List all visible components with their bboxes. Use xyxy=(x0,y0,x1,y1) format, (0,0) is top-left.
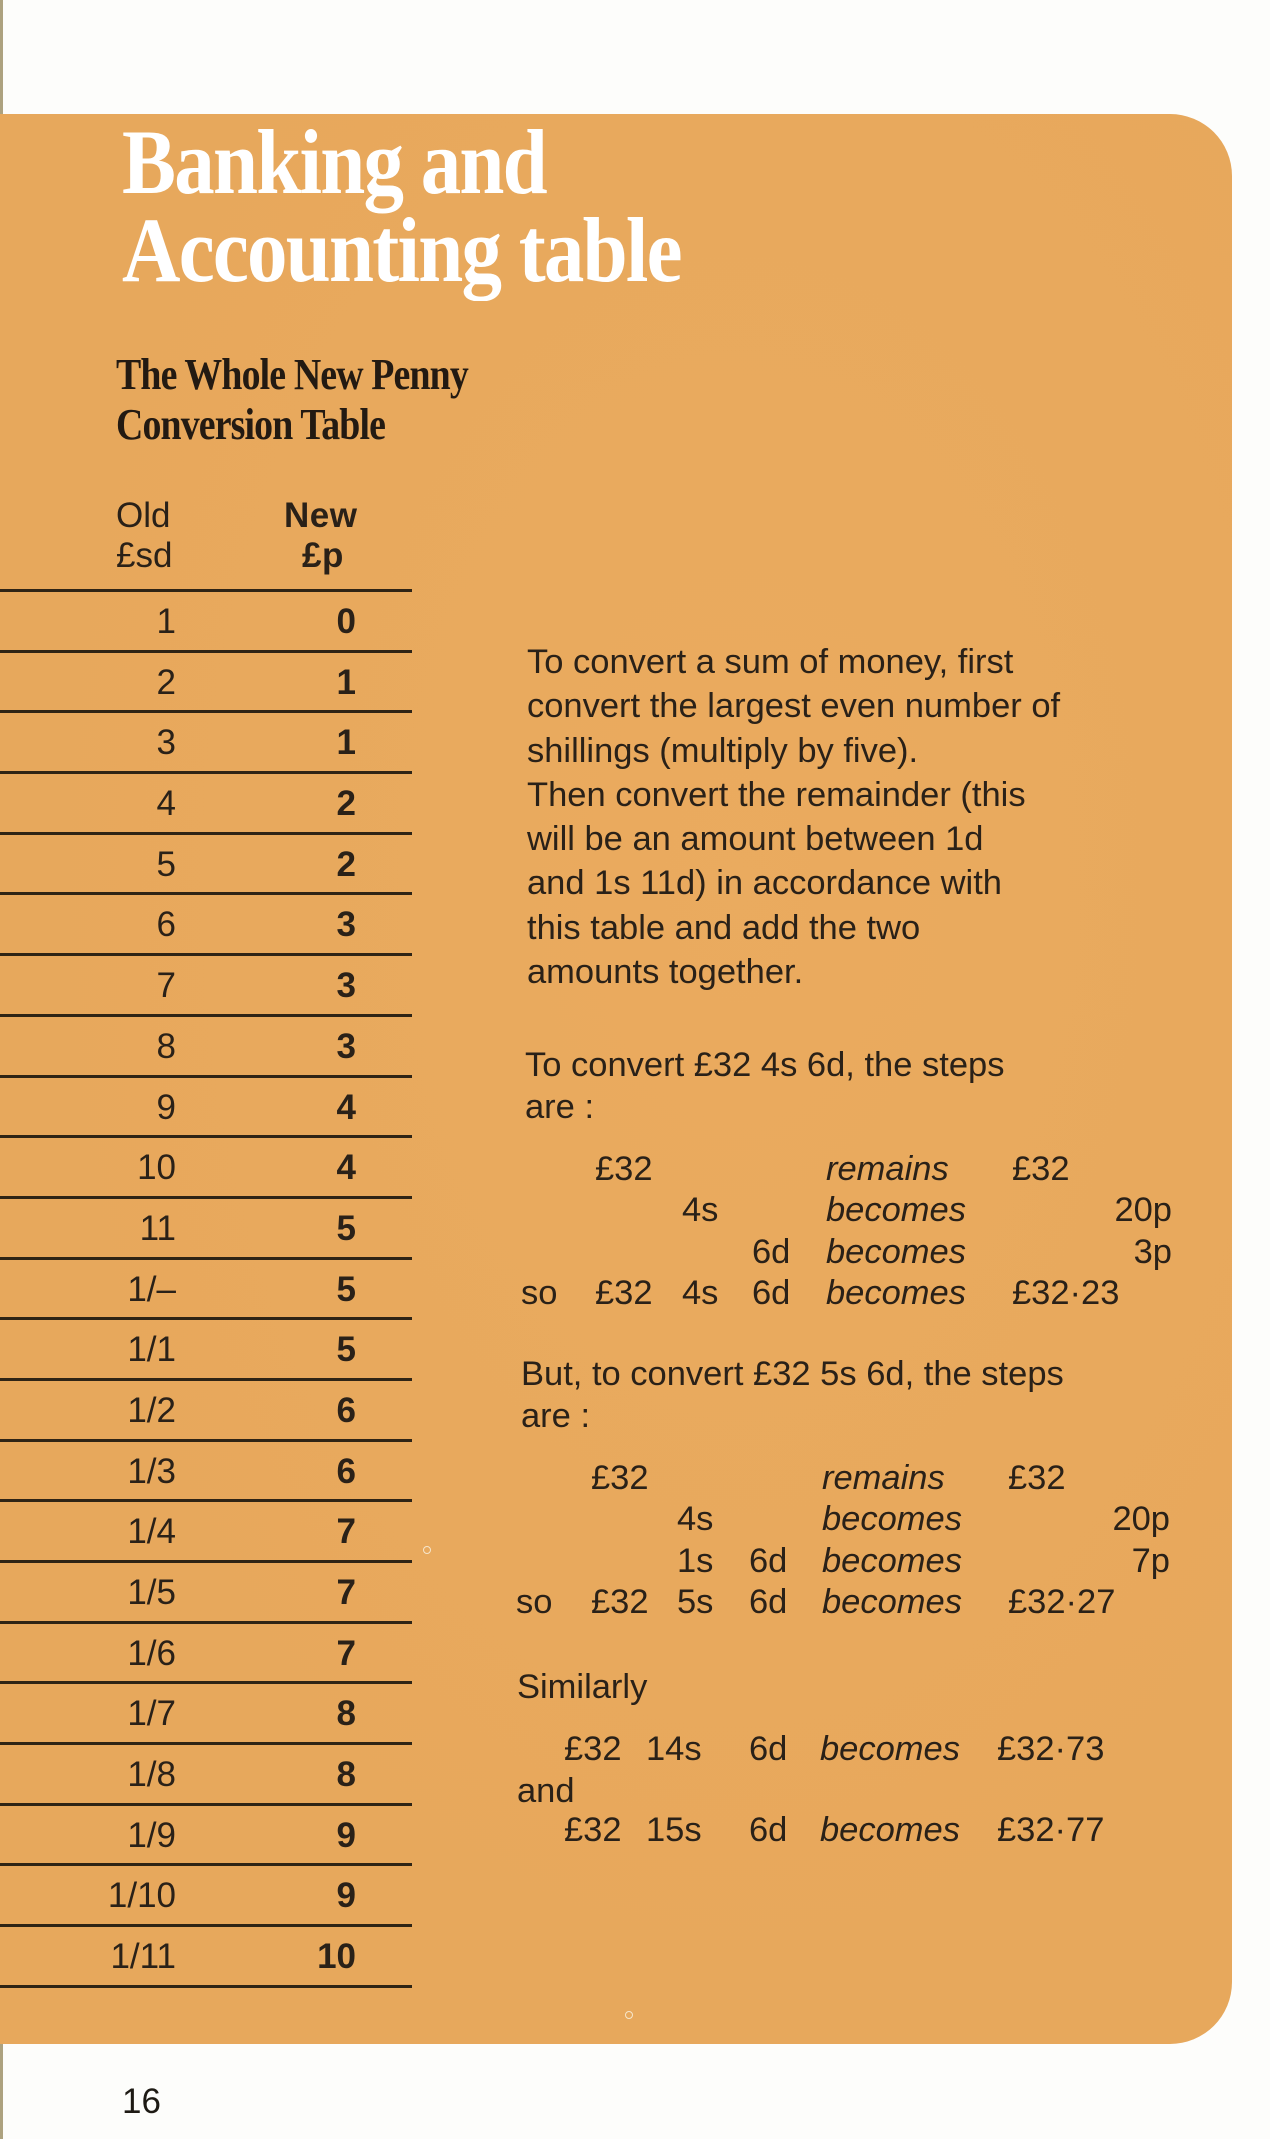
conversion-verb: becomes xyxy=(826,1232,966,1271)
conversion-result: 20p xyxy=(1112,1500,1170,1539)
old-lsd-value: 1/8 xyxy=(127,1755,176,1795)
pence-amount: 6d xyxy=(749,1811,788,1849)
conversion-verb: becomes xyxy=(822,1582,962,1621)
pounds-amount: £32 xyxy=(564,1730,622,1768)
conversion-verb: becomes xyxy=(822,1541,962,1580)
pence-amount: 6d xyxy=(749,1541,788,1580)
new-pence-value: 6 xyxy=(336,1390,356,1430)
table-row xyxy=(0,953,412,1014)
similarly-connector: and xyxy=(517,1772,575,1810)
pounds-amount: £32 xyxy=(591,1582,649,1621)
instructions-line: and 1s 11d) in accordance with xyxy=(527,864,1002,903)
similarly-label: Similarly xyxy=(517,1668,648,1706)
conversion-verb: becomes xyxy=(826,1273,966,1312)
print-speck xyxy=(625,2011,633,2019)
shillings-amount: 4s xyxy=(682,1191,719,1230)
old-lsd-value: 1 xyxy=(156,602,176,641)
column-header-new-p xyxy=(284,496,357,576)
old-lsd-value: 8 xyxy=(156,1026,176,1066)
shillings-amount: 4s xyxy=(682,1273,719,1312)
table-row xyxy=(0,1681,412,1742)
old-lsd-value: 1/6 xyxy=(127,1633,176,1673)
old-lsd-value: 1/2 xyxy=(127,1390,176,1430)
conversion-result: £32·73 xyxy=(997,1730,1105,1768)
old-lsd-value: 11 xyxy=(139,1208,176,1248)
shillings-amount: 14s xyxy=(646,1730,702,1768)
old-lsd-value: 1/5 xyxy=(127,1573,176,1612)
new-pence-value: 8 xyxy=(336,1755,356,1795)
shillings-amount: 15s xyxy=(646,1811,702,1849)
table-row xyxy=(0,892,412,953)
pence-amount: 6d xyxy=(752,1232,791,1271)
table-row xyxy=(0,832,412,893)
new-pence-value: 3 xyxy=(336,1026,356,1066)
instructions-line: convert the largest even number of xyxy=(527,687,1061,726)
new-pence-value: 6 xyxy=(336,1451,356,1491)
table-row xyxy=(0,589,412,650)
example1-intro-line-2: are : xyxy=(525,1088,595,1126)
print-speck xyxy=(423,1546,431,1554)
old-lsd-value: 1/3 xyxy=(127,1451,176,1491)
example1-intro-line-1: To convert £32 4s 6d, the steps xyxy=(525,1046,1005,1084)
table-row xyxy=(0,710,412,771)
new-pence-value: 8 xyxy=(336,1694,356,1734)
table-row xyxy=(0,1742,412,1803)
conversion-verb: becomes xyxy=(820,1730,960,1768)
conversion-verb: becomes xyxy=(820,1811,960,1849)
subtitle-line-1: The Whole New Penny xyxy=(116,350,468,399)
table-subtitle xyxy=(116,350,468,450)
new-pence-value: 5 xyxy=(336,1208,356,1248)
conversion-result: £32 xyxy=(1012,1150,1070,1188)
table-row xyxy=(0,1439,412,1500)
new-pence-value: 7 xyxy=(336,1633,356,1673)
shillings-amount: 4s xyxy=(677,1500,714,1539)
conversion-result: £32 xyxy=(1008,1459,1066,1497)
table-row xyxy=(0,650,412,711)
conversion-result: 7p xyxy=(1131,1541,1170,1580)
old-lsd-value: 10 xyxy=(137,1148,176,1188)
table-row xyxy=(0,1803,412,1864)
new-pence-value: 7 xyxy=(336,1512,356,1552)
pounds-amount: £32 xyxy=(591,1459,649,1497)
new-pence-value: 7 xyxy=(336,1573,356,1612)
page-title-line-2: Accounting table xyxy=(122,199,681,301)
table-row xyxy=(0,1317,412,1378)
instructions-line: shillings (multiply by five). xyxy=(527,731,919,770)
old-lsd-value: 1/11 xyxy=(110,1937,176,1977)
new-pence-value: 1 xyxy=(336,662,356,702)
pounds-amount: £32 xyxy=(595,1273,653,1312)
pence-amount: 6d xyxy=(752,1273,791,1312)
old-lsd-value: 2 xyxy=(156,662,176,702)
instructions-line: will be an amount between 1d xyxy=(527,820,984,859)
instructions-line: amounts together. xyxy=(527,953,804,992)
table-row xyxy=(0,1499,412,1560)
new-pence-value: 4 xyxy=(336,1148,356,1188)
old-lsd-value: 1/9 xyxy=(127,1815,176,1855)
table-row xyxy=(0,771,412,832)
table-row xyxy=(0,1075,412,1136)
old-lsd-value: 1/7 xyxy=(127,1694,176,1734)
shillings-amount: 1s xyxy=(677,1541,714,1580)
conversion-result: 20p xyxy=(1114,1191,1172,1230)
old-lsd-value: 9 xyxy=(156,1087,176,1127)
page-title xyxy=(122,111,681,301)
conversion-verb: remains xyxy=(822,1459,945,1497)
column-header-new-line-1: New xyxy=(284,496,358,535)
table-row xyxy=(0,1135,412,1196)
instructions-line: To convert a sum of money, first xyxy=(527,643,1014,681)
new-pence-value: 5 xyxy=(336,1269,356,1309)
conversion-verb: becomes xyxy=(822,1500,962,1539)
new-pence-value: 4 xyxy=(336,1087,356,1127)
new-pence-value: 5 xyxy=(336,1330,356,1370)
conversion-table xyxy=(0,589,412,1988)
new-pence-value: 3 xyxy=(336,905,356,945)
column-header-new-line-2: £p xyxy=(302,536,344,575)
example2-intro-line-2: are : xyxy=(521,1397,591,1435)
new-pence-value: 10 xyxy=(317,1937,356,1977)
new-pence-value: 3 xyxy=(336,966,356,1006)
conversion-result: 3p xyxy=(1133,1232,1172,1271)
conversion-result: £32·77 xyxy=(997,1811,1105,1849)
table-row xyxy=(0,1924,412,1988)
old-lsd-value: 6 xyxy=(156,905,176,945)
subtitle-line-2: Conversion Table xyxy=(116,400,386,449)
conversion-verb: becomes xyxy=(826,1191,966,1230)
pence-amount: 6d xyxy=(749,1730,788,1768)
pence-amount: 6d xyxy=(749,1582,788,1621)
old-lsd-value: 1/1 xyxy=(127,1330,176,1370)
so-word: so xyxy=(516,1582,553,1621)
instructions-line: Then convert the remainder (this xyxy=(527,775,1026,814)
example2-intro-line-1: But, to convert £32 5s 6d, the steps xyxy=(521,1355,1064,1393)
old-lsd-value: 5 xyxy=(156,844,176,884)
old-lsd-value: 4 xyxy=(156,784,176,824)
table-row xyxy=(0,1621,412,1682)
column-header-old-line-1: Old xyxy=(116,496,171,535)
old-lsd-value: 1/4 xyxy=(127,1512,176,1552)
conversion-result: £32·27 xyxy=(1008,1582,1116,1621)
page-number: 16 xyxy=(122,2082,161,2121)
shillings-amount: 5s xyxy=(677,1582,714,1621)
new-pence-value: 2 xyxy=(336,844,356,884)
table-row xyxy=(0,1196,412,1257)
table-row xyxy=(0,1257,412,1318)
instructions-paragraph xyxy=(527,640,1167,994)
old-lsd-value: 1/– xyxy=(127,1269,176,1309)
new-pence-value: 9 xyxy=(336,1815,356,1855)
table-row xyxy=(0,1014,412,1075)
new-pence-value: 2 xyxy=(336,784,356,824)
new-pence-value: 0 xyxy=(336,602,356,641)
table-row xyxy=(0,1863,412,1924)
conversion-result: £32·23 xyxy=(1012,1273,1120,1312)
instructions-line: this table and add the two xyxy=(527,908,921,947)
column-header-old-line-2: £sd xyxy=(116,536,173,575)
old-lsd-value: 3 xyxy=(156,723,176,763)
so-word: so xyxy=(521,1273,558,1312)
column-header-old-lsd xyxy=(116,496,172,576)
old-lsd-value: 1/10 xyxy=(107,1876,176,1916)
new-pence-value: 1 xyxy=(336,723,356,763)
conversion-verb: remains xyxy=(826,1150,949,1188)
pounds-amount: £32 xyxy=(595,1150,653,1188)
old-lsd-value: 7 xyxy=(156,966,176,1006)
table-row xyxy=(0,1560,412,1621)
pounds-amount: £32 xyxy=(564,1811,622,1849)
table-row xyxy=(0,1378,412,1439)
new-pence-value: 9 xyxy=(336,1876,356,1916)
page-title-line-1: Banking and xyxy=(122,111,546,213)
